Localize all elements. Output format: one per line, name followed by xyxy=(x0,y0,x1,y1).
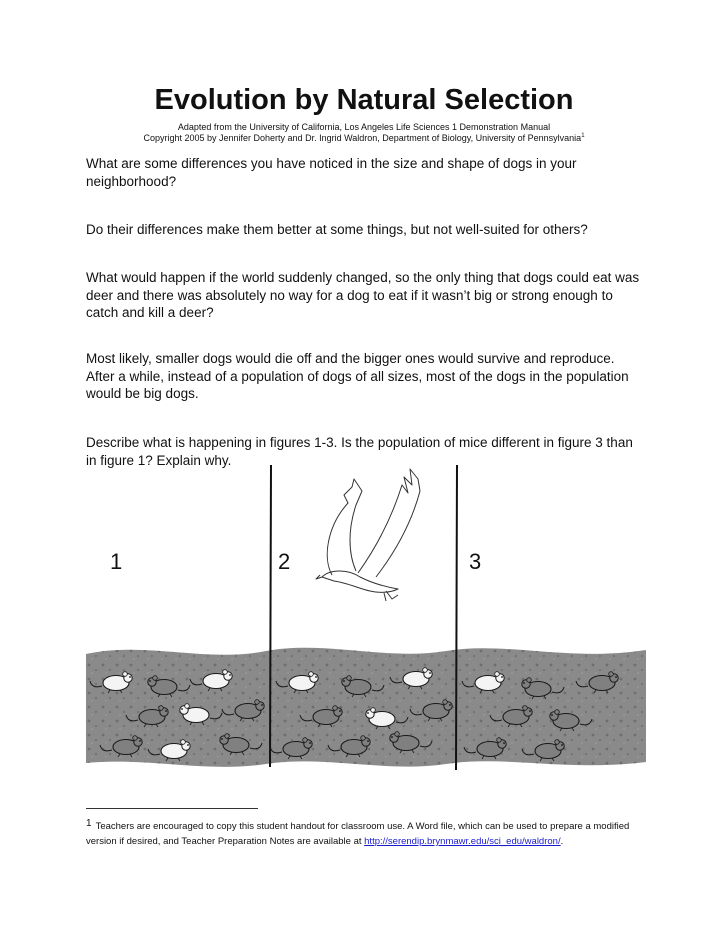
footnote-end: . xyxy=(560,836,564,847)
paragraph-big-dogs: Most likely, smaller dogs would die off and the bigger ones would survive and reproduce. After a while, instead of a population of dogs of all sizes, most of the dogs in the population would be big dogs. xyxy=(86,351,629,401)
panel-divider-2 xyxy=(456,465,457,770)
footnote-ref: 1 xyxy=(581,133,585,139)
question-describe-figures: Describe what is happening in figures 1-3. Is the population of mice different in figure 3 than in figure 1? Explain why. xyxy=(86,435,633,468)
question-better-suited: Do their differences make them better at some things, but not well-suited for others? xyxy=(86,222,588,237)
panel-divider-1 xyxy=(270,465,271,767)
footnote-rule xyxy=(86,808,258,809)
adapted-credit: Adapted from the University of California, Los Angeles Life Sciences 1 Demonstration Manual xyxy=(177,122,551,132)
question-dog-differences: What are some differences you have noticed in the size and shape of dogs in your neighborhood? xyxy=(86,156,577,189)
waldron-link[interactable]: http://serendip.brynmawr.edu/sci_edu/waldron/ xyxy=(364,836,561,847)
panel-label-2: 2 xyxy=(278,549,291,574)
mice-selection-figure xyxy=(86,465,646,775)
panel-label-3: 3 xyxy=(469,549,482,574)
copyright-text: Copyright 2005 by Jennifer Doherty and Dr. Ingrid Waldron, Department of Biology, University of Pennsylvania xyxy=(143,133,582,143)
hawk-illustration xyxy=(316,469,420,601)
page-title: Evolution by Natural Selection xyxy=(154,84,574,116)
footnote-number: 1 xyxy=(86,818,92,829)
footnote-text: Teachers are encouraged to copy this student handout for classroom use. A Word file, which can be used to prepare a modified version if desired, and Teacher Preparation Notes are available at xyxy=(86,821,630,847)
question-world-changed: What would happen if the world suddenly changed, so the only thing that dogs could eat was deer and there was absolutely no way for a dog to eat if it wasn’t big or strong enough to catch and kill a deer? xyxy=(86,270,640,320)
footnote xyxy=(86,816,646,849)
panel-label-1: 1 xyxy=(110,549,123,574)
copyright-line xyxy=(0,133,728,143)
